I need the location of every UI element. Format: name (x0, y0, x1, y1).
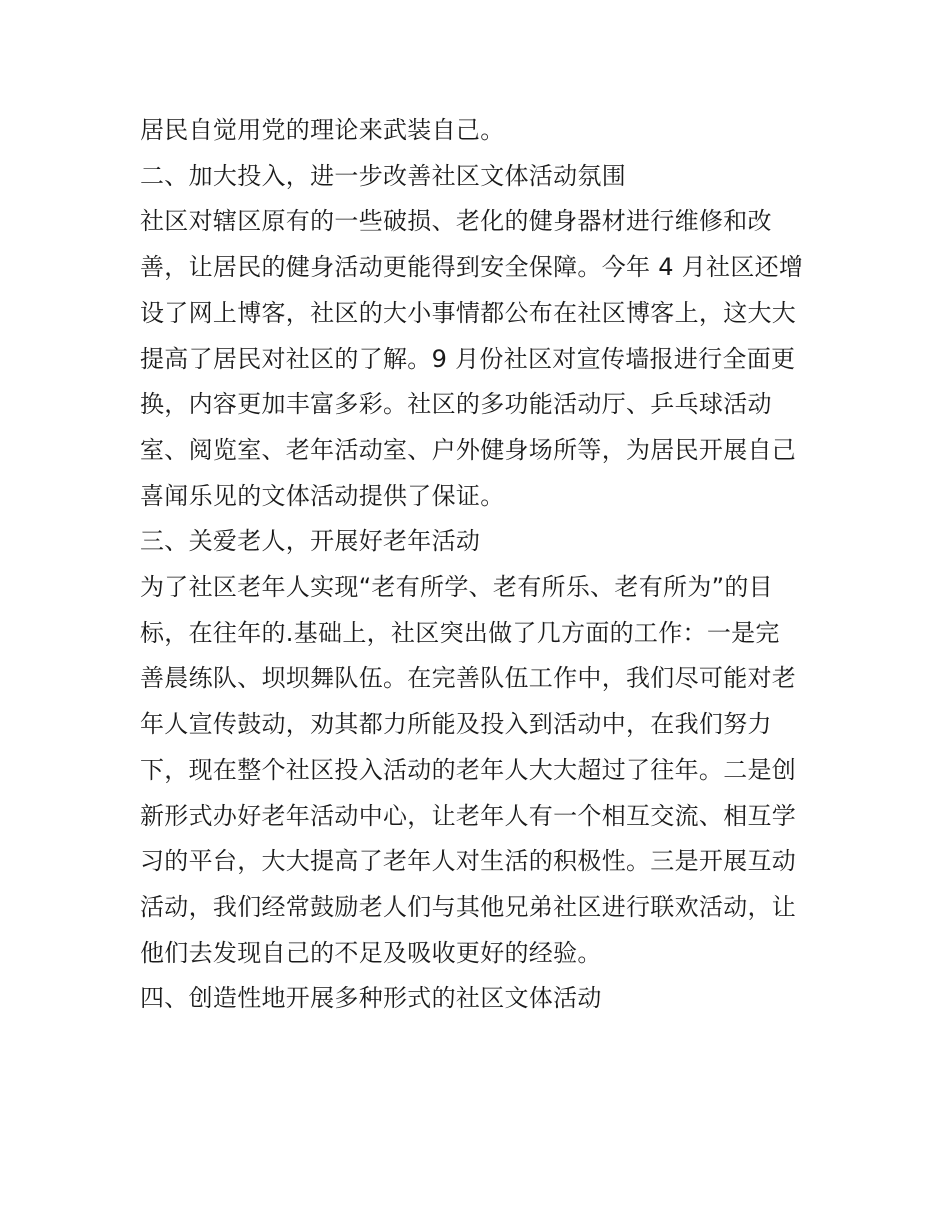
paragraph-line: 下，现在整个社区投入活动的老年人大大超过了往年。二是创 (140, 755, 797, 784)
paragraph-line: 新形式办好老年活动中心，让老年人有一个相互交流、相互学 (140, 801, 797, 830)
paragraph-line: 年人宣传鼓动，劝其都力所能及投入到活动中，在我们努力 (140, 710, 772, 739)
paragraph-line: 室、阅览室、老年活动室、户外健身场所等，为居民开展自己 (140, 435, 797, 464)
section-heading-4: 四、创造性地开展多种形式的社区文体活动 (140, 984, 602, 1013)
paragraph-line: 喜闻乐见的文体活动提供了保证。 (140, 481, 505, 510)
paragraph-line: 活动，我们经常鼓励老人们与其他兄弟社区进行联欢活动，让 (140, 892, 797, 921)
paragraph-line: 居民自觉用党的理论来武装自己。 (140, 116, 505, 144)
section-heading-3: 三、关爱老人，开展好老年活动 (140, 527, 481, 556)
paragraph-line: 习的平台，大大提高了老年人对生活的积极性。三是开展互动 (140, 847, 797, 876)
paragraph-line: 提高了居民对社区的了解。9 月份社区对宣传墙报进行全面更 (140, 344, 796, 373)
paragraph-line: 社区对辖区原有的一些破损、老化的健身器材进行维修和改 (140, 207, 772, 236)
section-heading-2: 二、加大投入，进一步改善社区文体活动氛围 (140, 161, 626, 190)
paragraph-line: 善，让居民的健身活动更能得到安全保障。今年 4 月社区还增 (140, 253, 804, 282)
paragraph-line: 他们去发现自己的不足及吸收更好的经验。 (140, 938, 602, 967)
paragraph-line: 换，内容更加丰富多彩。社区的多功能活动厅、乒乓球活动 (140, 390, 772, 419)
document-body (140, 108, 812, 1022)
paragraph-line: 为了社区老年人实现“老有所学、老有所乐、老有所为”的目 (140, 573, 773, 602)
paragraph-line: 标，在往年的.基础上，社区突出做了几方面的工作：一是完 (140, 618, 780, 647)
paragraph-line: 善晨练队、坝坝舞队伍。在完善队伍工作中，我们尽可能对老 (140, 664, 797, 693)
paragraph-line: 设了网上博客，社区的大小事情都公布在社区博客上，这大大 (140, 298, 797, 327)
